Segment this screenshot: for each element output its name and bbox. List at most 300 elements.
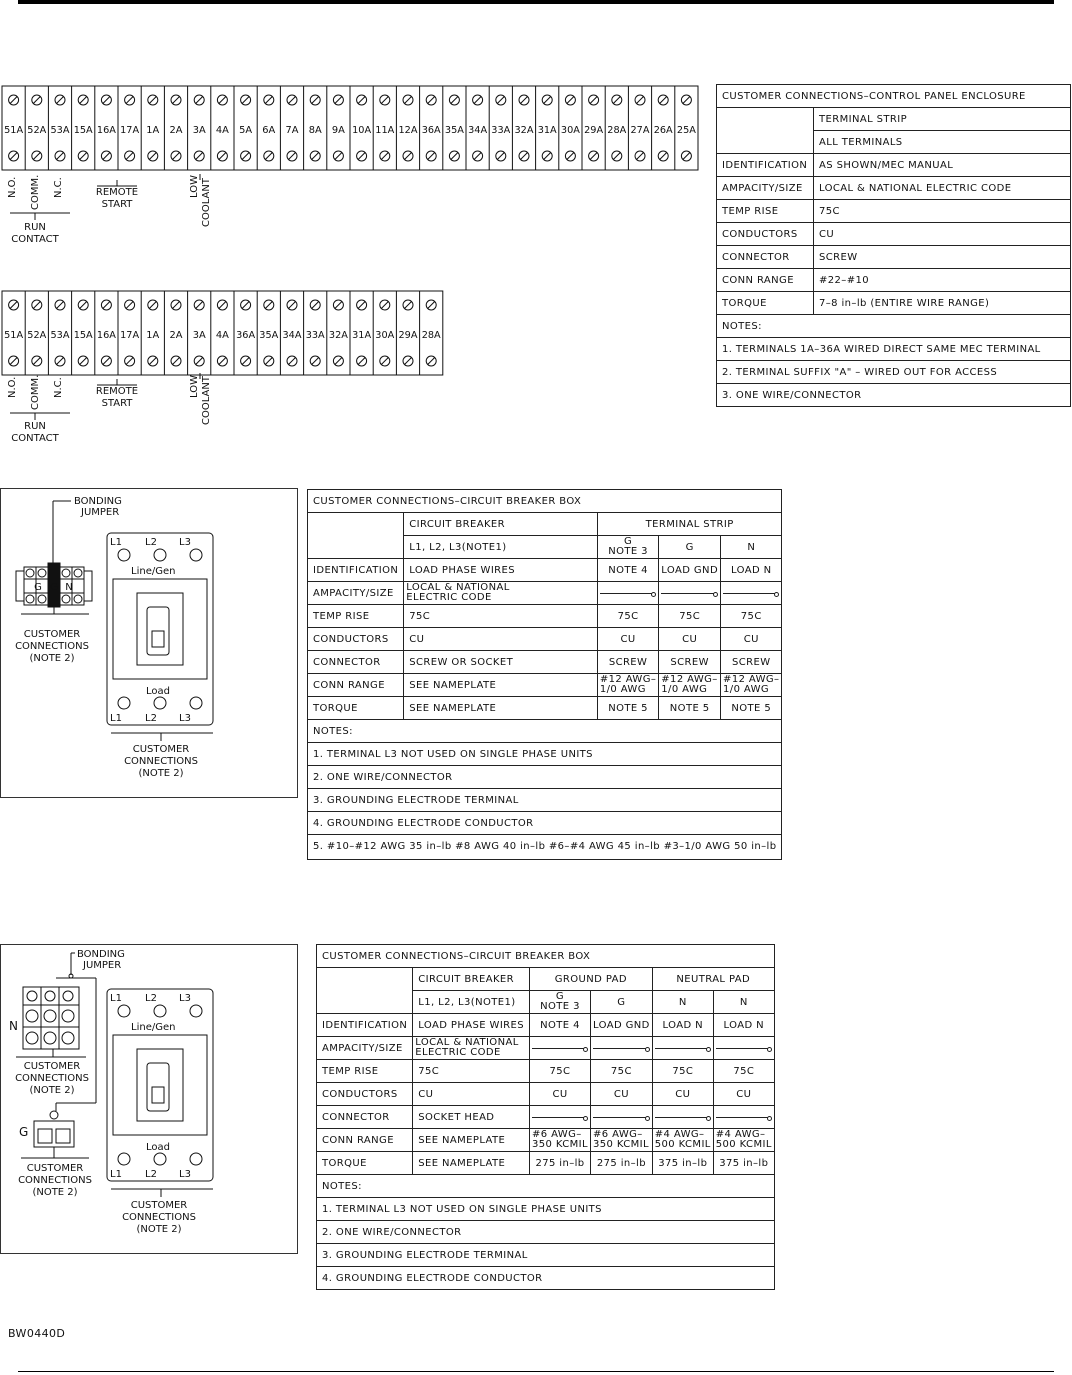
cell: LOAD N <box>652 1014 713 1037</box>
screw-slot <box>660 97 667 104</box>
screw-slot <box>497 97 504 104</box>
terminal-label: 28A <box>607 125 627 136</box>
cell <box>529 1129 590 1152</box>
screw-slot <box>149 97 156 104</box>
terminal-label: 2A <box>169 330 183 341</box>
empty-cell <box>308 513 404 559</box>
terminal-label: 53A <box>50 125 70 136</box>
continuation-line <box>532 1117 584 1118</box>
row-label: CONNECTOR <box>317 1106 413 1129</box>
cell: LOAD GND <box>659 559 721 582</box>
screw-slot <box>173 97 180 104</box>
table-row <box>308 697 782 720</box>
cell: NOTE 5 <box>659 697 721 720</box>
note-item: 4. GROUNDING ELECTRODE CONDUCTOR <box>317 1267 775 1290</box>
screw-slot <box>289 302 296 309</box>
cell <box>597 674 658 697</box>
screw-slot <box>312 358 319 365</box>
cell <box>652 1037 713 1060</box>
note-item: 1. TERMINALS 1A–36A WIRED DIRECT SAME MEC TERMINAL <box>717 338 1071 361</box>
g-label: G <box>623 536 633 547</box>
l3-top-label: L3 <box>179 993 191 1004</box>
header-g-note3 <box>597 536 658 559</box>
range-line-2: 1/0 AWG <box>723 684 770 695</box>
header-circuit-breaker: CIRCUIT BREAKER <box>413 968 530 991</box>
screw-slot <box>126 153 133 160</box>
terminal-label: 7A <box>285 125 299 136</box>
coolant-label: COOLANT <box>201 376 212 425</box>
note-item: 1. TERMINAL L3 NOT USED ON SINGLE PHASE UNITS <box>308 743 782 766</box>
screw-slot <box>196 97 203 104</box>
screw-slot <box>474 153 481 160</box>
screw-slot <box>381 97 388 104</box>
continuation-line <box>600 593 652 594</box>
connections-label: CONNECTIONS <box>15 641 89 652</box>
cell: LOAD N <box>721 559 782 582</box>
terminal-label: 53A <box>50 330 70 341</box>
table-row <box>717 200 1071 223</box>
screw-slot <box>10 97 17 104</box>
g-label: G <box>555 991 565 1002</box>
screw-slot <box>173 358 180 365</box>
terminal-label: 9A <box>331 125 346 136</box>
table-row <box>308 582 782 605</box>
note-ref-label: (NOTE 2) <box>138 768 184 779</box>
lug-n-label: N <box>65 582 73 593</box>
line-gen-label: Line/Gen <box>131 1022 176 1033</box>
cell <box>713 1129 774 1152</box>
line-gen-label: Line/Gen <box>131 566 176 577</box>
cell: 375 in–lb <box>652 1152 713 1175</box>
cell: LOAD PHASE WIRES <box>413 1014 530 1037</box>
table-row <box>308 651 782 674</box>
screw-slot <box>33 97 40 104</box>
header-g: G <box>659 536 721 559</box>
table-row <box>717 223 1071 246</box>
table-row <box>317 1083 775 1106</box>
jumper-label: JUMPER <box>81 507 120 518</box>
screw-slot <box>405 302 412 309</box>
run-no-label: N.O. <box>7 376 18 398</box>
cell: SCREW <box>597 651 658 674</box>
screw-slot <box>196 358 203 365</box>
terminal-label: 1A <box>146 330 160 341</box>
control-panel-table <box>716 84 1071 407</box>
cell <box>652 1106 713 1129</box>
screw-slot <box>33 302 40 309</box>
customer-label: CUSTOMER <box>23 629 81 640</box>
screw-slot <box>451 97 458 104</box>
row-value: LOCAL & NATIONAL ELECTRIC CODE <box>814 177 1071 200</box>
screw-slot <box>335 153 342 160</box>
screw-slot <box>149 302 156 309</box>
screw-slot <box>242 358 249 365</box>
table-row <box>317 1152 775 1175</box>
cell <box>404 582 598 605</box>
terminal-label: 36A <box>236 330 256 341</box>
cell: 75C <box>529 1060 590 1083</box>
continuation-line <box>655 1117 707 1118</box>
range-line-1: #12 AWG– <box>599 674 657 685</box>
range-line-1: #12 AWG– <box>723 674 780 685</box>
cell <box>721 674 782 697</box>
contact-label: CONTACT <box>11 433 59 444</box>
screw-slot <box>149 153 156 160</box>
l1-top-label: L1 <box>110 537 122 548</box>
row-value: 7–8 in–lb (ENTIRE WIRE RANGE) <box>814 292 1071 315</box>
screw-slot <box>126 358 133 365</box>
table-row <box>317 1129 775 1152</box>
note-item: 2. ONE WIRE/CONNECTOR <box>308 766 782 789</box>
table-title: CUSTOMER CONNECTIONS–CIRCUIT BREAKER BOX <box>317 945 775 968</box>
range-line-1: #4 AWG– <box>715 1129 766 1140</box>
terminal-label: 25A <box>676 125 697 136</box>
note3-label: NOTE 3 <box>608 546 648 557</box>
terminal-label: 3A <box>192 330 206 341</box>
terminal-label: 17A <box>120 125 140 136</box>
table-row <box>717 177 1071 200</box>
cell: NOTE 4 <box>529 1014 590 1037</box>
terminal-label: 4A <box>215 330 230 341</box>
header-g-note3 <box>529 991 590 1014</box>
cell: NOTE 4 <box>597 559 658 582</box>
connections-label: CONNECTIONS <box>124 756 198 767</box>
screw-slot <box>590 97 597 104</box>
ground-label: G <box>19 1125 29 1139</box>
note-ref-label: (NOTE 2) <box>136 1224 182 1235</box>
table-title: CUSTOMER CONNECTIONS–CIRCUIT BREAKER BOX <box>308 490 782 513</box>
terminal-label: 28A <box>421 330 441 341</box>
screw-slot <box>80 97 87 104</box>
screw-slot <box>289 358 296 365</box>
screw-slot <box>149 358 156 365</box>
screw-slot <box>405 358 412 365</box>
terminal-label: 52A <box>27 125 47 136</box>
screw-slot <box>497 153 504 160</box>
screw-slot <box>126 302 133 309</box>
screw-slot <box>358 97 365 104</box>
screw-slot <box>289 97 296 104</box>
run-label: RUN <box>24 222 46 233</box>
cell <box>659 582 721 605</box>
l3-top-label: L3 <box>179 537 191 548</box>
cell <box>659 674 721 697</box>
cell: 375 in–lb <box>713 1152 774 1175</box>
notes-label: NOTES: <box>317 1175 775 1198</box>
connections-label: CONNECTIONS <box>15 1073 89 1084</box>
screw-slot <box>126 97 133 104</box>
row-label: CONN RANGE <box>317 1129 413 1152</box>
cell: LOAD PHASE WIRES <box>404 559 598 582</box>
note-item: 1. TERMINAL L3 NOT USED ON SINGLE PHASE UNITS <box>317 1198 775 1221</box>
connections-label: CONNECTIONS <box>122 1212 196 1223</box>
cell: CU <box>591 1083 653 1106</box>
terminal-label: 30A <box>560 125 581 136</box>
row-label: CONNECTOR <box>717 246 814 269</box>
run-comm-label: COMM. <box>30 374 41 410</box>
screw-slot <box>358 358 365 365</box>
remote-label: REMOTE <box>95 386 139 397</box>
terminal-label: 26A <box>653 125 673 136</box>
header-neutral-pad: NEUTRAL PAD <box>652 968 774 991</box>
customer-label: CUSTOMER <box>23 1061 81 1072</box>
breaker-diagram-1 <box>0 488 298 798</box>
cell <box>713 1037 774 1060</box>
terminal-label: 4A <box>215 125 230 136</box>
connections-label: CONNECTIONS <box>18 1175 92 1186</box>
screw-slot <box>10 302 17 309</box>
contact-label: CONTACT <box>11 234 59 245</box>
run-no-label: N.O. <box>7 176 18 198</box>
cell: CU <box>413 1083 530 1106</box>
cell: SEE NAMEPLATE <box>413 1129 530 1152</box>
terminal-label: 31A <box>352 330 372 341</box>
terminal-label: 51A <box>4 330 24 341</box>
row-label: TORQUE <box>317 1152 413 1175</box>
continuation-line <box>723 593 775 594</box>
screw-slot <box>428 302 435 309</box>
load-label: Load <box>146 686 170 697</box>
cell: CU <box>721 628 782 651</box>
screw-slot <box>637 97 644 104</box>
customer-label: CUSTOMER <box>26 1163 84 1174</box>
cell <box>597 582 658 605</box>
table-row <box>308 628 782 651</box>
cell: LOAD N <box>713 1014 774 1037</box>
screw-slot <box>103 358 110 365</box>
terminal-label: 35A <box>444 125 465 136</box>
table-row <box>717 269 1071 292</box>
note-item: 3. ONE WIRE/CONNECTOR <box>717 384 1071 407</box>
note-item: 2. TERMINAL SUFFIX "A" – WIRED OUT FOR ACCESS <box>717 361 1071 384</box>
cell: SOCKET HEAD <box>413 1106 530 1129</box>
row-label: CONDUCTORS <box>308 628 404 651</box>
screw-slot <box>103 97 110 104</box>
cell <box>529 1106 590 1129</box>
start-label: START <box>101 398 133 409</box>
row-label: IDENTIFICATION <box>308 559 404 582</box>
terminal-label: 32A <box>328 330 349 341</box>
breaker-table-2 <box>316 944 775 1290</box>
start-label: START <box>101 199 133 210</box>
range-line-1: #6 AWG– <box>531 1129 582 1140</box>
cell: 275 in–lb <box>529 1152 590 1175</box>
screw-slot <box>335 358 342 365</box>
screw-slot <box>80 153 87 160</box>
cell: NOTE 5 <box>721 697 782 720</box>
header-terminal-strip: TERMINAL STRIP <box>597 513 782 536</box>
screw-slot <box>521 97 528 104</box>
terminal-label: 35A <box>259 330 279 341</box>
header-cb-sub: L1, L2, L3(NOTE1) <box>404 536 598 559</box>
lug-g-label: G <box>34 582 42 593</box>
screw-slot <box>289 153 296 160</box>
range-line-2: 1/0 AWG <box>599 684 646 695</box>
screw-slot <box>590 153 597 160</box>
terminal-strip-1 <box>0 80 710 250</box>
table-row <box>317 1106 775 1129</box>
header-n: N <box>652 991 713 1014</box>
l1-bot-label: L1 <box>110 713 122 724</box>
header-cb-sub: L1, L2, L3(NOTE1) <box>413 991 530 1014</box>
cell: SCREW <box>659 651 721 674</box>
cell: SCREW <box>721 651 782 674</box>
amp-line-1: LOCAL & NATIONAL <box>406 582 510 593</box>
terminal-label: 16A <box>96 125 117 136</box>
row-label: IDENTIFICATION <box>317 1014 413 1037</box>
terminal-label: 33A <box>491 125 511 136</box>
screw-slot <box>405 97 412 104</box>
cell: SEE NAMEPLATE <box>404 697 598 720</box>
screw-slot <box>242 302 249 309</box>
terminal-label: 8A <box>308 125 322 136</box>
row-value: AS SHOWN/MEC MANUAL <box>814 154 1071 177</box>
row-label: AMPACITY/SIZE <box>317 1037 413 1060</box>
screw-slot <box>196 153 203 160</box>
empty-cell <box>717 108 814 154</box>
remote-label: REMOTE <box>95 187 139 198</box>
cell: SEE NAMEPLATE <box>404 674 598 697</box>
screw-slot <box>660 153 667 160</box>
terminal-label: 6A <box>262 125 276 136</box>
note-ref-label: (NOTE 2) <box>29 653 75 664</box>
terminal-label: 12A <box>398 125 418 136</box>
screw-slot <box>637 153 644 160</box>
screw-slot <box>219 97 226 104</box>
table-title: CUSTOMER CONNECTIONS–CONTROL PANEL ENCLOSURE <box>717 85 1071 108</box>
screw-slot <box>381 358 388 365</box>
continuation-line <box>661 593 714 594</box>
range-line-2: 500 KCMIL <box>654 1139 711 1150</box>
low-label: LOW <box>189 175 200 198</box>
cell: 275 in–lb <box>591 1152 653 1175</box>
note-item: 3. GROUNDING ELECTRODE TERMINAL <box>308 789 782 812</box>
header-terminal-strip: TERMINAL STRIP <box>814 108 1071 131</box>
screw-slot <box>567 97 574 104</box>
screw-slot <box>451 153 458 160</box>
continuation-line <box>716 1117 768 1118</box>
screw-slot <box>80 358 87 365</box>
range-line-1: #6 AWG– <box>593 1129 643 1140</box>
row-label: CONN RANGE <box>717 269 814 292</box>
note-ref-label: (NOTE 2) <box>29 1085 75 1096</box>
terminal-label: 36A <box>421 125 441 136</box>
cell: 75C <box>721 605 782 628</box>
terminal-label: 3A <box>192 125 206 136</box>
l2-bot-label: L2 <box>145 1169 157 1180</box>
table-row <box>317 1014 775 1037</box>
row-label: AMPACITY/SIZE <box>308 582 404 605</box>
screw-slot <box>219 358 226 365</box>
row-label: TEMP RISE <box>308 605 404 628</box>
terminal-label: 32A <box>514 125 534 136</box>
screw-slot <box>33 153 40 160</box>
cell: 75C <box>413 1060 530 1083</box>
range-line-1: #12 AWG– <box>661 674 718 685</box>
breaker-diagram-2 <box>0 944 298 1254</box>
screw-slot <box>312 302 319 309</box>
cell: 75C <box>652 1060 713 1083</box>
screw-slot <box>265 153 272 160</box>
cell: 75C <box>404 605 598 628</box>
range-line-2: 350 KCMIL <box>593 1139 650 1150</box>
screw-slot <box>80 302 87 309</box>
screw-slot <box>242 153 249 160</box>
l3-bot-label: L3 <box>179 1169 191 1180</box>
screw-slot <box>219 302 226 309</box>
notes-label: NOTES: <box>308 720 782 743</box>
cell: 75C <box>591 1060 653 1083</box>
neutral-label: N <box>9 1019 18 1033</box>
terminal-label: 2A <box>169 125 183 136</box>
terminal-label: 16A <box>96 330 117 341</box>
terminal-label: 15A <box>73 125 93 136</box>
terminal-label: 29A <box>584 125 604 136</box>
l3-bot-label: L3 <box>179 713 191 724</box>
screw-slot <box>474 97 481 104</box>
row-label: AMPACITY/SIZE <box>717 177 814 200</box>
table-row <box>308 559 782 582</box>
continuation-line <box>593 1117 646 1118</box>
cell <box>652 1129 713 1152</box>
terminal-label: 51A <box>4 125 24 136</box>
note-item: 3. GROUNDING ELECTRODE TERMINAL <box>317 1244 775 1267</box>
l1-top-label: L1 <box>110 993 122 1004</box>
screw-slot <box>428 97 435 104</box>
header-ground-pad: GROUND PAD <box>529 968 652 991</box>
figure-id: BW0440D <box>8 1327 66 1340</box>
row-label: TORQUE <box>717 292 814 315</box>
screw-slot <box>428 153 435 160</box>
cell: 75C <box>713 1060 774 1083</box>
customer-label: CUSTOMER <box>132 744 190 755</box>
continuation-line <box>655 1048 707 1049</box>
row-label: TEMP RISE <box>317 1060 413 1083</box>
screw-slot <box>544 153 551 160</box>
screw-slot <box>312 153 319 160</box>
row-label: CONDUCTORS <box>717 223 814 246</box>
table-row <box>308 605 782 628</box>
cell: SEE NAMEPLATE <box>413 1152 530 1175</box>
screw-slot <box>683 97 690 104</box>
terminal-label: 11A <box>375 125 395 136</box>
header-all-terminals: ALL TERMINALS <box>814 131 1071 154</box>
cell: CU <box>659 628 721 651</box>
amp-line-2: ELECTRIC CODE <box>415 1047 501 1058</box>
terminal-label: 27A <box>630 125 650 136</box>
range-line-2: 500 KCMIL <box>715 1139 772 1150</box>
screw-slot <box>33 358 40 365</box>
terminal-label: 34A <box>468 125 488 136</box>
cell: CU <box>713 1083 774 1106</box>
screw-slot <box>57 97 64 104</box>
cell <box>591 1129 653 1152</box>
screw-slot <box>521 153 528 160</box>
screw-slot <box>57 358 64 365</box>
screw-slot <box>335 302 342 309</box>
amp-line-2: ELECTRIC CODE <box>406 592 492 603</box>
header-n: N <box>721 536 782 559</box>
table-row <box>317 1060 775 1083</box>
breaker-table-1 <box>307 489 782 860</box>
l2-top-label: L2 <box>145 537 157 548</box>
terminal-label: 17A <box>120 330 140 341</box>
screw-slot <box>196 302 203 309</box>
table-row <box>317 1037 775 1060</box>
run-nc-label: N.C. <box>53 377 64 398</box>
screw-slot <box>335 97 342 104</box>
cell <box>591 1106 653 1129</box>
